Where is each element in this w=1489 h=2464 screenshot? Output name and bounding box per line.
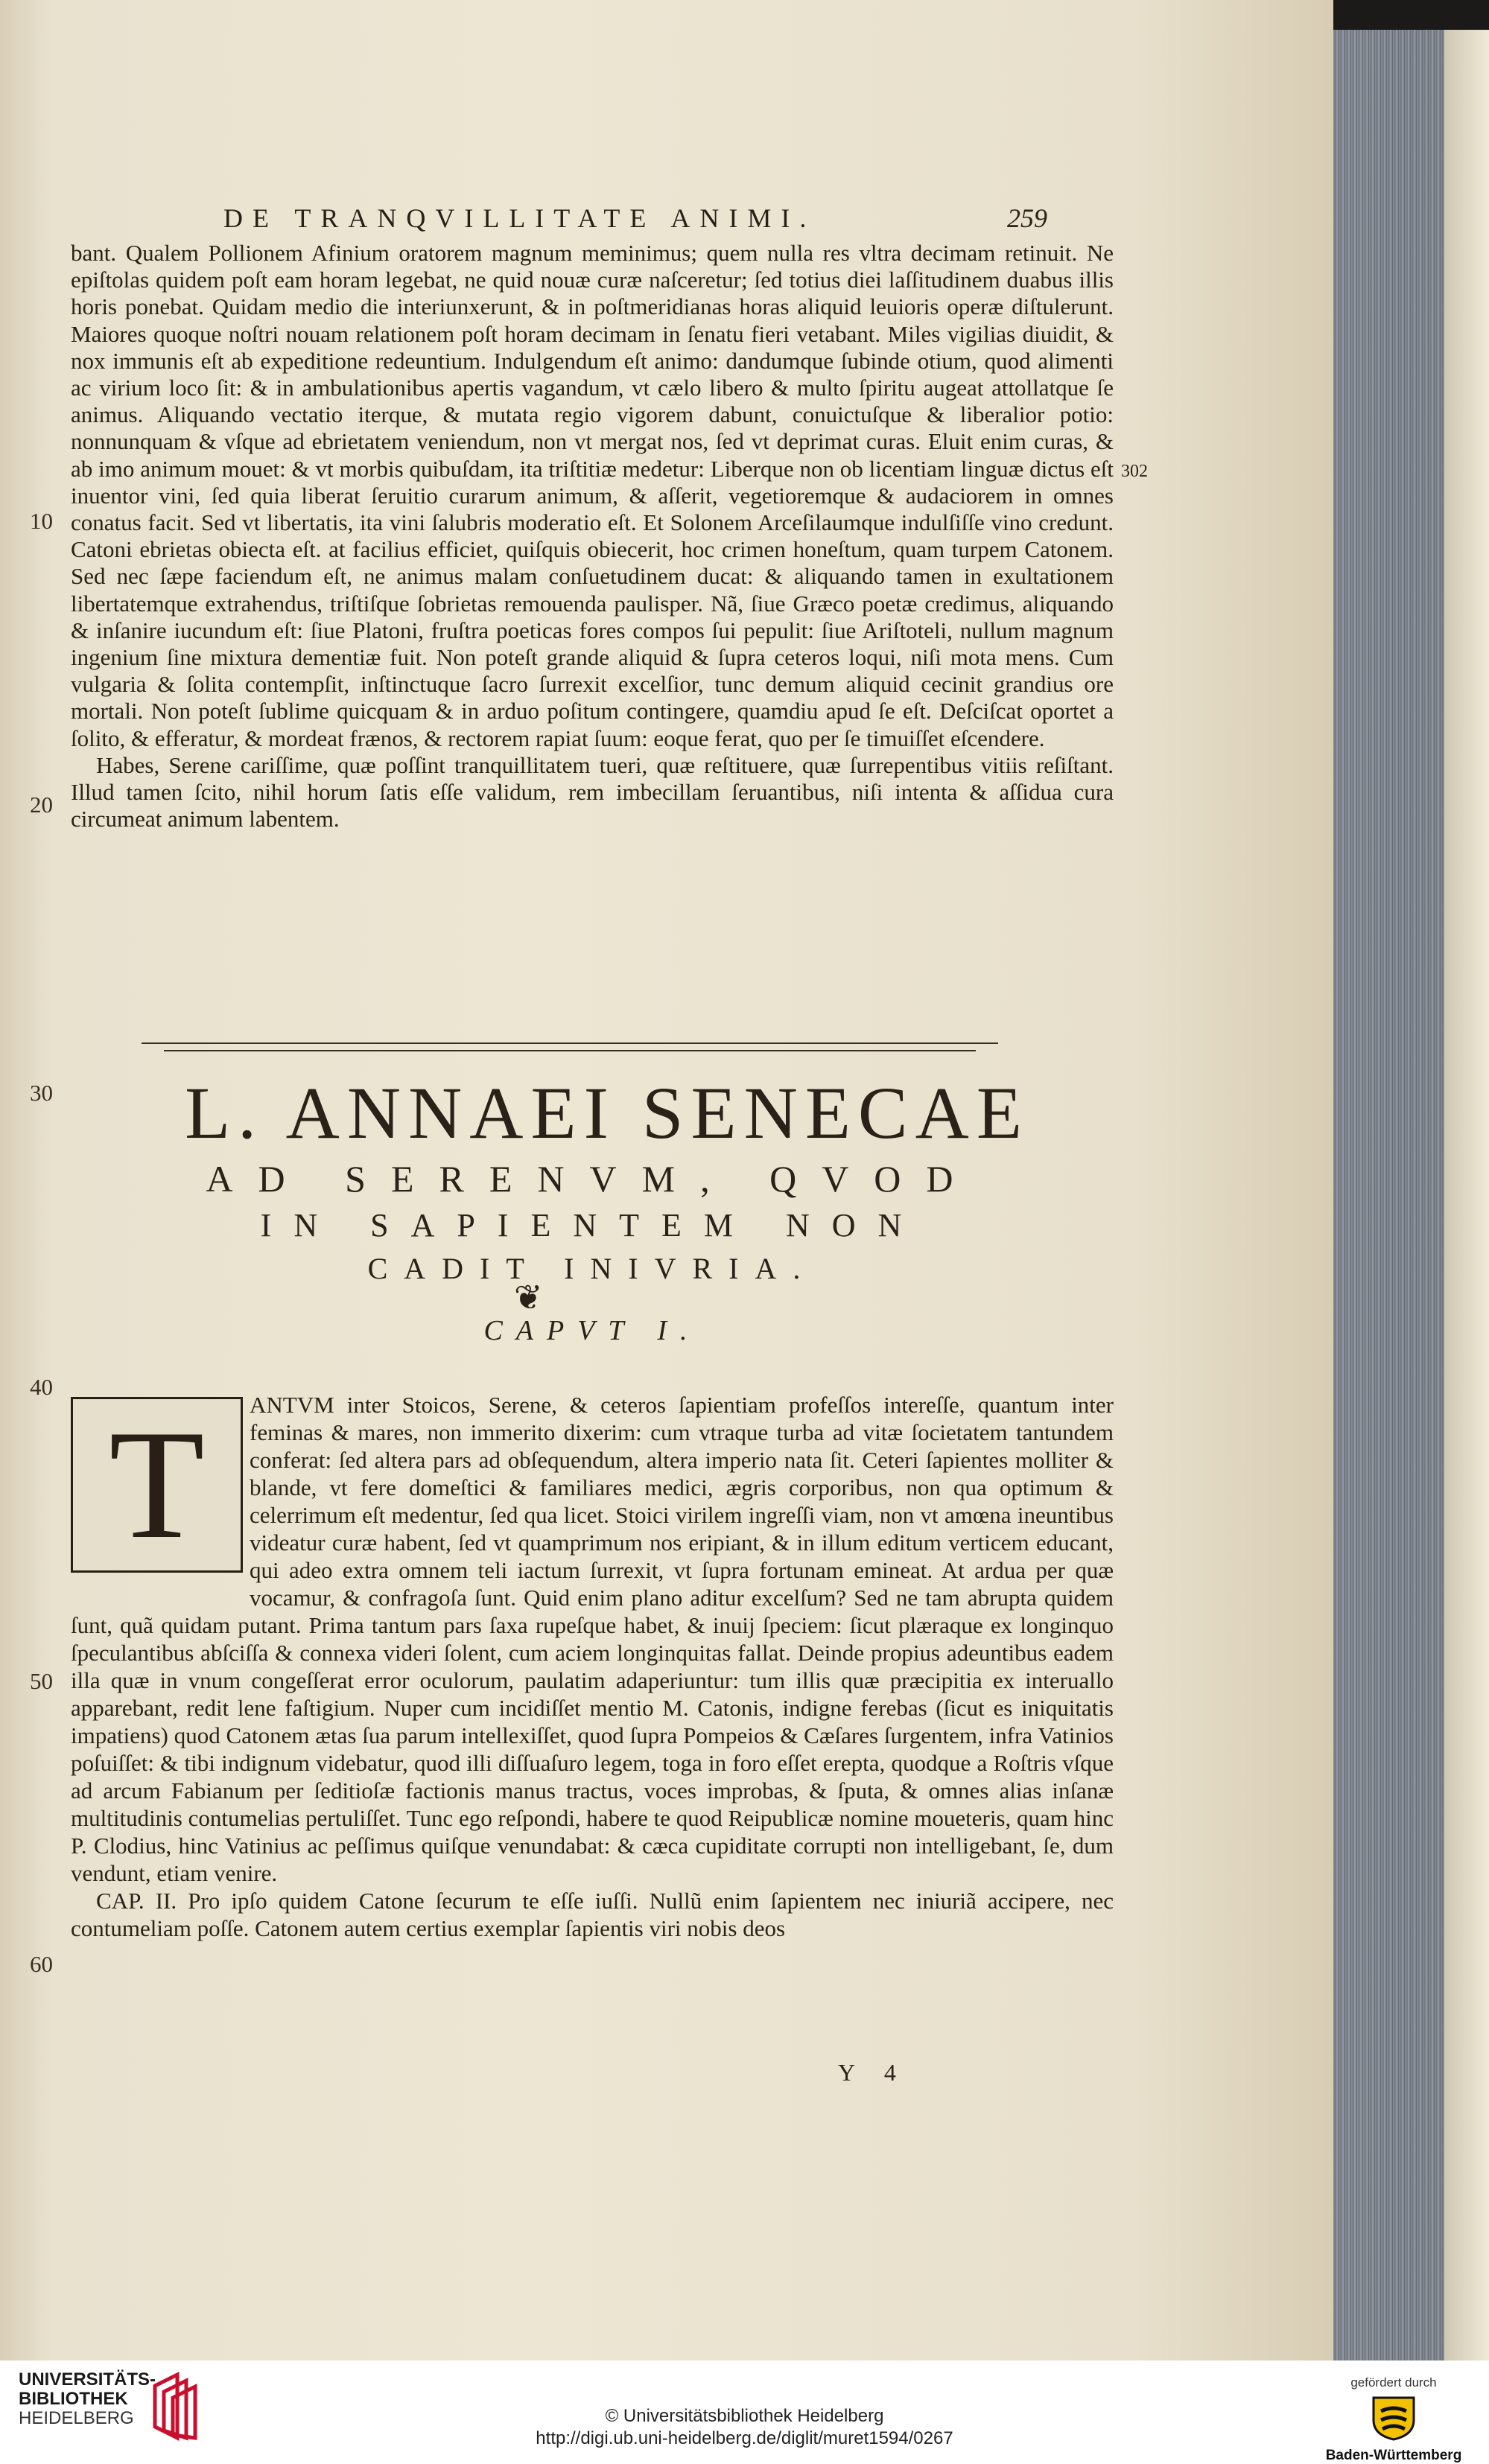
line-number: 60 xyxy=(30,1951,53,1977)
running-head: DE TRANQVILLITATE ANIMI. xyxy=(223,203,816,233)
signature-mark: Y 4 xyxy=(838,2059,908,2086)
decorated-initial xyxy=(71,1397,243,1573)
paragraph: Habes, Serene cariſſime, quæ poſſint tranquillitatem tueri, quæ reſtituere, quæ ſurrepentibus vitiis reſiſtant. Illud tamen ſcito, nihil horum ſatis eſſe validum, rem imbecillam ſeruantibus, niſi intenta & aſſidua cura circumeat animum labentem. xyxy=(71,751,1114,833)
sponsor-label: gefördert durch xyxy=(1350,2375,1437,2390)
line-number: 50 xyxy=(30,1668,53,1694)
fleuron-icon: ❦ xyxy=(514,1279,543,1317)
copyright-notice xyxy=(0,2405,1489,2450)
page-number: 259 xyxy=(1007,203,1047,233)
divider-rule xyxy=(142,1042,998,1044)
divider-rule xyxy=(164,1050,976,1051)
library-name-line: UNIVERSITÄTS- xyxy=(19,2369,156,2390)
book-cover-edge xyxy=(1444,30,1489,2360)
source-url[interactable]: http://digi.ub.uni-heidelberg.de/diglit/muret1594/0267 xyxy=(536,2428,953,2448)
line-number: 30 xyxy=(30,1080,53,1106)
chapter-paragraph: ANTVM inter Stoicos, Serene, & ceteros ſapientiam profeſſos intereſſe, quantum inter feminas & mares, non immerito dixerim: cum vtraque turba ad vitæ ſocietatem tantundem conferat: ſed altera pars ad obſequendum, altera imperio nata ſit. Ceteri ſapientes molliter & blande, vt fere domeſtici & familiares medici, ægris corporibus, non qua optimum & celerrimum eſt medentur, ſed qua licet. Stoici virilem ingreſſi viam, non vt amœna ineuntibus videatur curæ habent, ſed vt quamprimum nos eripiant, & in illum editum verticem educant, qui adeo extra omnem teli iactum ſurrexit, vt ſupra fortunam emineat. At ardua per quæ vocamur, & confragoſa ſunt. Quid enim plano aditur excelſum? Sed ne tam abrupta quidem ſunt, quã quidam putant. Prima tantum pars ſaxa rupeſque habet, & inuij ſpeciem: ſicut plæraque ex longinquo ſpeculantibus abſciſſa & connexa videri ſolent, cum aciem longinquitas fallat. Deinde propius adeuntibus eadem illa quæ in vnum congeſſerat error oculorum, paulatim adaperiuntur: tum illis quæ præcipitia ex interuallo apparebant, redit lene faſtigium. Nuper cum incidiſſet mentio M. Catonis, indigne ferebas (ſicut es iniquitatis impatiens) quod Catonem ætas ſua parum intellexiſſet, quod ſupra Pompeios & Cæſares ſurgentem, infra Vatinios poſuiſſet: & tibi indignum videbatur, quod illi diſſuaſuro legem, toga in foro eſſet erepta, quodque a Roſtris vſque ad arcum Fabianum per ſeditioſæ factionis manus tractus, voces improbas, & ſputa, & omnes alias inſanæ multitudinis contumelias pertuliſſet. Tunc ego reſpondi, habere te quod Reipublicæ nomine moueteris, quam hinc P. Clodius, hinc Vatinius ac peſſimus quiſque venundabat: & cæca cupiditate corrupti non intelligebant, ſe, dum vendunt, etiam venire. xyxy=(71,1392,1114,1886)
chapter-heading: CAPVT I. xyxy=(483,1315,701,1346)
line-number: 40 xyxy=(30,1374,53,1400)
title-line: IN SAPIENTEM NON xyxy=(260,1207,924,1244)
main-text xyxy=(71,240,1114,833)
title-line: L. ANNAEI SENECAE xyxy=(185,1072,1029,1154)
title-line: CADIT INIVRIA. xyxy=(367,1252,817,1285)
copyright-text: © Universitätsbibliothek Heidelberg xyxy=(605,2406,884,2426)
chapter-paragraph: CAP. II. Pro ipſo quidem Catone ſecurum te eſſe iuſſi. Nullũ enim ſapientem nec iniuriã accipere, nec contumeliam poſſe. Catonem autem certius exemplar ſapientis viri nobis deos xyxy=(71,1888,1114,1941)
title-line: AD SERENVM, QVOD xyxy=(206,1158,979,1200)
book-fore-edge xyxy=(1333,30,1489,2360)
treatise-title xyxy=(71,1072,1114,1290)
state-crest-icon xyxy=(1368,2395,1420,2441)
line-number: 20 xyxy=(30,792,53,818)
library-name-line: BIBLIOTHEK xyxy=(19,2389,128,2409)
sponsor-block xyxy=(1319,2375,1468,2464)
line-number: 10 xyxy=(30,508,53,534)
margin-reference: 302 xyxy=(1121,462,1148,481)
initial-letter: T xyxy=(109,1398,205,1571)
sponsor-name: Baden-Württemberg xyxy=(1325,2448,1462,2463)
paragraph: bant. Qualem Pollionem Afinium oratorem magnum meminimus; quem nulla res vltra decimam retinuit. Ne epiſtolas quidem poſt eam horam legebat, ne quid nouæ curæ naſceretur; ſed totius diei laſſitudinem duabus illis horis ponebat. Quidam medio die interiunxerunt, & in poſtmeridianas horas aliquid leuioris operæ diſtulerunt. Maiores quoque noſtri nouam relationem poſt horam decimam in ſenatu fieri vetabant. Miles vigilias diuidit, & nox immunis eſt ab expeditione redeuntium. Indulgendum eſt animo: dandumque ſubinde otium, quod alimenti ac virium loco ſit: & in ambulationibus apertis vagandum, vt cælo libero & multo ſpiritu augeat attollatque ſe animus. Aliquando vectatio iterque, & mutata regio vigorem dabunt, conuictuſque & liberalior potio: nonnunquam & vſque ad ebrietatem veniendum, non vt mergat nos, ſed vt deprimat curas. Eluit enim curas, & ab imo animum mouet: & vt morbis quibuſdam, ita triſtitiæ medetur: Liberque non ob licentiam linguæ dictus eſt inuentor vini, ſed quia liberat ſeruitio curarum animum, & aſſerit, vegetioremque & audaciorem in omnes conatus facit. Sed vt libertatis, ita vini ſalubris moderatio eſt. Et Solonem Arceſilaumque indulſiſſe vino credunt. Catoni ebrietas obiecta eſt. at facilius efficiet, quiſquis obiecerit, hoc crimen honeſtum, quam turpem Catonem. Sed nec ſæpe faciendum eſt, ne animus malam conſuetudinem ducat: & aliquando tamen in exultationem libertatemque extrahendus, triſtiſque ſobrietas remouenda paulisper. Nã, ſiue Græco poetæ credimus, aliquando & inſanire iucundum eſt: ſiue Platoni, fruſtra poeticas fores compos ſui pepulit: ſiue Ariſtoteli, nullum magnum ingenium ſine mixtura dementiæ fuit. Non poteſt grande aliquid & ſupra ceteros loqui, niſi mota mens. Cum vulgaria & ſolita contempſit, inſtinctuque ſacro ſurrexit excelſior, tunc demum aliquid cecinit grandius ore mortali. Non poteſt ſublime quicquam & in arduo poſitum contingere, quamdiu apud ſe eſt. Deſciſcat oportet a ſolito, & efferatur, & mordeat frænos, & rectorem rapiat ſuum: eoque ferat, quo per ſe timuiſſet eſcendere. xyxy=(71,240,1114,751)
library-name-line: HEIDELBERG xyxy=(19,2408,134,2428)
